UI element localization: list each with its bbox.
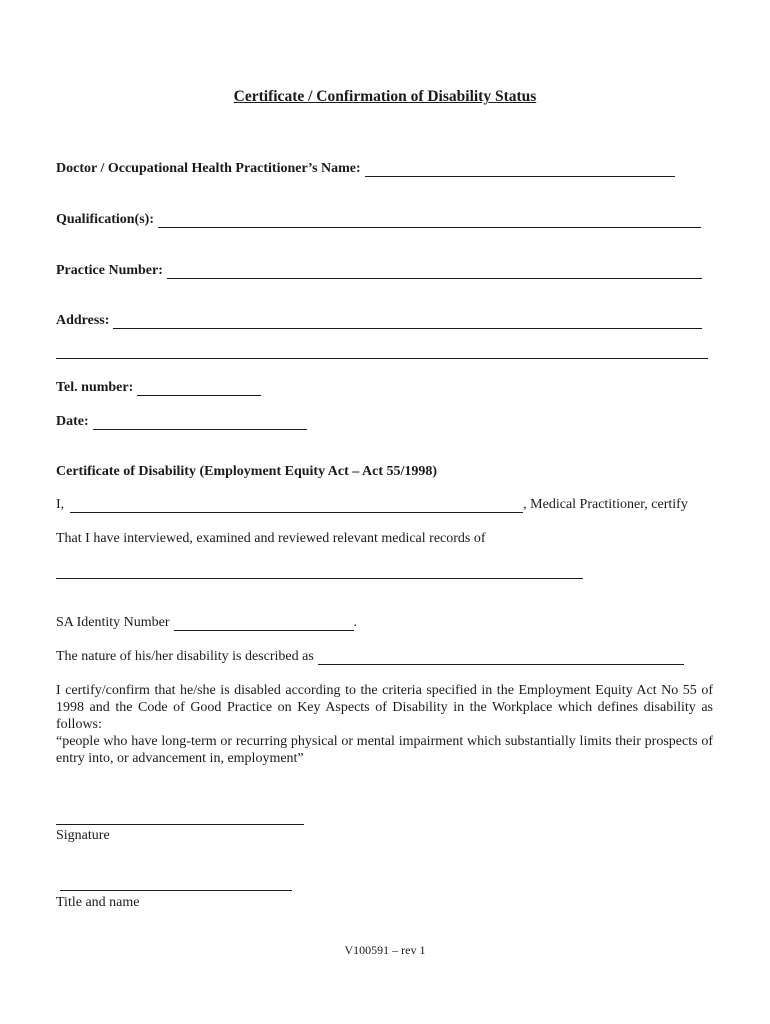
sa-id-end: . [353,615,358,630]
sa-id-label: SA Identity Number [56,615,170,630]
medical-practitioner-text: , Medical Practitioner, certify [523,497,688,512]
date-label: Date: [56,414,89,429]
certificate-heading: Certificate of Disability (Employment Equity Act – Act 55/1998) [56,464,438,479]
nature-field[interactable] [318,651,684,665]
qualifications-field[interactable] [158,214,701,228]
practice-number-label: Practice Number: [56,263,163,278]
practitioner-certify-row [56,496,688,513]
address-row [56,312,702,329]
practice-number-row [56,262,702,279]
certify-paragraph: I certify/confirm that he/she is disabled according to the criteria specified in the Employment Equity Act No 55 of 1998 and the Code of Good Practice on Key Aspects of Disability in the Workplace which defines disability as follows: [56,683,713,732]
title-name-label: Title and name [56,895,140,910]
signature-line[interactable] [56,824,304,825]
practice-number-field[interactable] [167,265,702,279]
title-name-line[interactable] [60,890,292,891]
address-field[interactable] [113,315,702,329]
practitioner-name-field[interactable] [70,499,523,513]
quote-paragraph: “people who have long-term or recurring physical or mental impairment which substantially limits their prospects of entry into, or advancement in, employment” [56,734,713,766]
date-row [56,413,307,430]
interview-text: That I have interviewed, examined and reviewed relevant medical records of [56,531,486,546]
document-version: V100591 – rev 1 [344,943,426,957]
address-label: Address: [56,313,110,328]
nature-label: The nature of his/her disability is described as [56,649,314,664]
qualifications-label: Qualification(s): [56,212,154,227]
address-second-line[interactable] [56,358,708,359]
doctor-name-label: Doctor / Occupational Health Practitioner’s Name: [56,161,361,176]
tel-row [56,379,261,396]
signature-label: Signature [56,828,110,843]
qualifications-row [56,211,701,228]
doctor-name-row [56,160,675,177]
sa-id-field[interactable] [174,617,354,631]
tel-label: Tel. number: [56,380,134,395]
doctor-name-field[interactable] [365,163,675,177]
sa-id-row [56,614,357,631]
i-label: I, [56,497,65,512]
nature-row [56,648,684,665]
tel-field[interactable] [137,382,261,396]
page-title: Certificate / Confirmation of Disability Status [233,88,537,105]
patient-name-field[interactable] [56,578,583,579]
date-field[interactable] [93,416,307,430]
